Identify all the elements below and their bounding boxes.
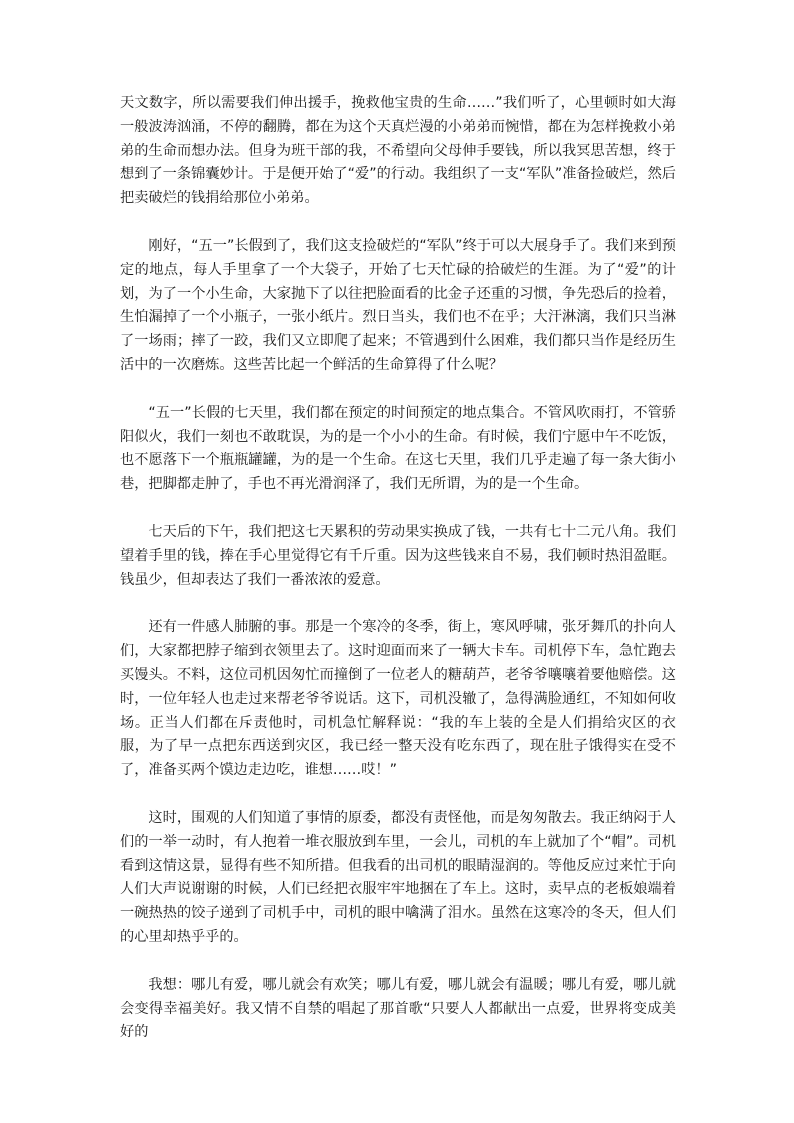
paragraph-4: 七天后的下午，我们把这七天累积的劳动果实换成了钱，一共有七十二元八角。我们望着手里的钱，捧在手心里觉得它有千斤重。因为这些钱来自不易，我们顿时热泪盈眶。钱虽少，但却表达了我们一番浓浓的爱意。 [120,523,676,588]
paragraph-7: 我想：哪儿有爱，哪儿就会有欢笑；哪儿有爱，哪儿就会有温暖；哪儿有爱，哪儿就会变得幸福美好。我又情不自禁的唱起了那首歌“只要人人都献出一点爱，世界将变成美好的 [120,976,676,1041]
paragraph-3: “五一”长假的七天里，我们都在预定的时间预定的地点集合。不管风吹雨打，不管骄阳似火，我们一刻也不敢耽误，为的是一个小小的生命。有时候，我们宁愿中午不吃饭，也不愿落下一个瓶瓶罐罐，为的是一个生命。在这七天里，我们几乎走遍了每一条大街小巷，把脚都走肿了，手也不再光滑润泽了，我们无所谓，为的是一个生命。 [120,404,676,493]
paragraph-2: 刚好，“五一”长假到了，我们这支捡破烂的“军队”终于可以大展身手了。我们来到预定的地点，每人手里拿了一个大袋子，开始了七天忙碌的拾破烂的生涯。为了“爱”的计划，为了一个小生命，大家抛下了以往把脸面看的比金子还重的习惯，争先恐后的捡着，生怕漏掉了一个小瓶子，一张小纸片。烈日当头，我们也不在乎；大汗淋漓，我们只当淋了一场雨；摔了一跤，我们又立即爬了起来；不管遇到什么困难，我们都只当作是经历生活中的一次磨炼。这些苦比起一个鲜活的生命算得了什么呢？ [120,237,676,373]
paragraph-1: 天文数字，所以需要我们伸出援手，挽救他宝贵的生命……”我们听了，心里顿时如大海一般波涛汹涌，不停的翻腾，都在为这个天真烂漫的小弟弟而惋惜，都在为怎样挽救小弟弟的生命而想办法。但身为班干部的我，不希望向父母伸手要钱，所以我冥思苦想，终于想到了一条锦囊妙计。于是便开始了“爱”的行动。我组织了一支“军队”准备捡破烂，然后把卖破烂的钱捐给那位小弟弟。 [120,95,676,207]
document-body [120,92,676,1069]
paragraph-6: 这时，围观的人们知道了事情的原委，都没有责怪他，而是匆匆散去。我正纳闷于人们的一举一动时，有人抱着一堆衣服放到车里，一会儿，司机的车上就加了个“帽”。司机看到这情这景，显得有些不知所措。但我看的出司机的眼睛湿润的。等他反应过来忙于向人们大声说谢谢的时候，人们已经把衣服牢牢地捆在了车上。这时，卖早点的老板娘端着一碗热热的饺子递到了司机手中，司机的眼中噙满了泪水。虽然在这寒冷的冬天，但人们的心里却热乎乎的。 [120,809,676,945]
paragraph-5: 还有一件感人肺腑的事。那是一个寒冷的冬季，街上，寒风呼啸，张牙舞爪的扑向人们，大家都把脖子缩到衣领里去了。这时迎面而来了一辆大卡车。司机停下车，急忙跑去买馒头。不料，这位司机因匆忙而撞倒了一位老人的糖葫芦，老爷爷嚷嚷着要他赔偿。这时，一位年轻人也走过来帮老爷爷说话。这下，司机没辙了，急得满脸通红，不知如何收场。正当人们都在斥责他时，司机急忙解释说：“我的车上装的全是人们捐给灾区的衣服，为了早一点把东西送到灾区，我已经一整天没有吃东西了，现在肚子饿得实在受不了，准备买两个馍边走边吃，谁想……哎！” [120,619,676,779]
